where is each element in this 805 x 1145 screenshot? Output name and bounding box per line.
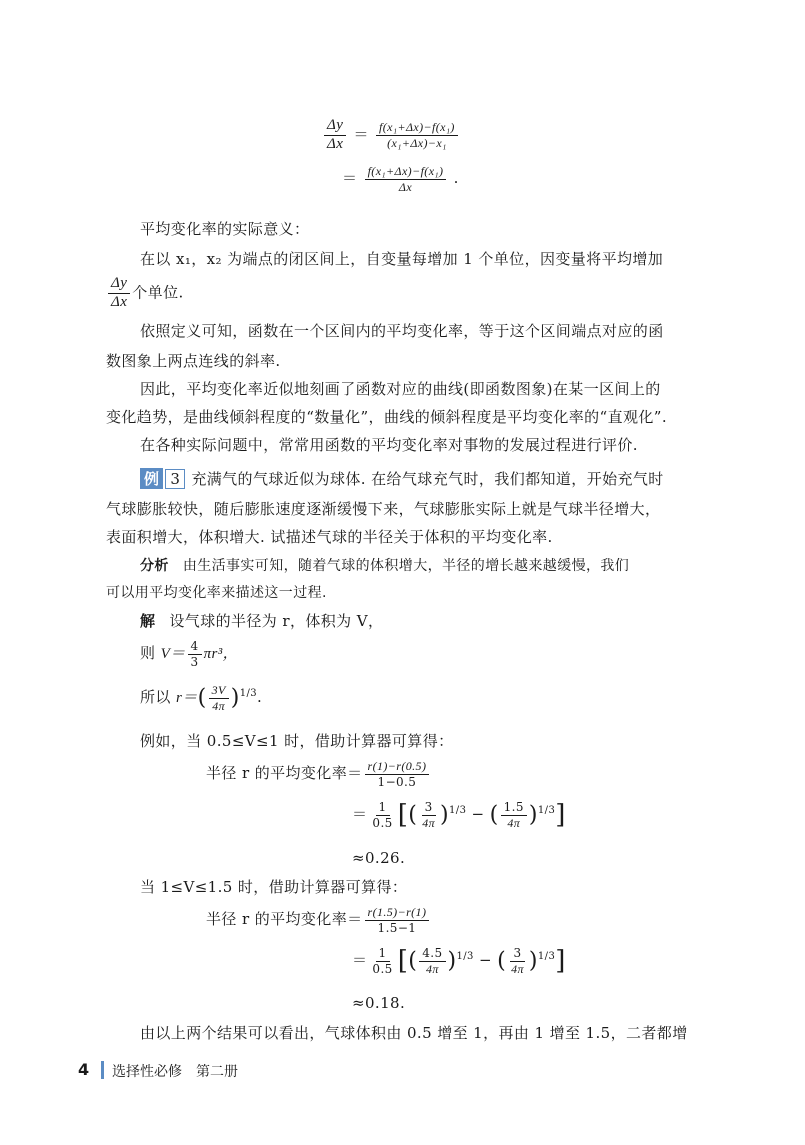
r-end: . xyxy=(257,688,263,707)
frac-num: 3V xyxy=(209,684,229,699)
v-lhs: V＝ xyxy=(160,646,186,663)
exponent: 1/3 xyxy=(456,951,474,962)
frac-num: 1.5 xyxy=(501,801,527,816)
page-number: 4 xyxy=(78,1060,90,1079)
example-range-line: 例如，当 0.5≤V≤1 时，借助计算器可算得： xyxy=(140,732,454,750)
frac-num: r(1)−r(0.5) xyxy=(365,760,430,775)
solution-intro-text: 设气球的半径为 r，体积为 V， xyxy=(169,612,384,630)
calc1-line2 xyxy=(352,800,566,830)
definition-line2: 数图象上两点连线的斜率. xyxy=(106,352,281,370)
paren: ( xyxy=(408,802,418,828)
frac-dy-dx-inline xyxy=(108,276,130,311)
bracket: [ xyxy=(397,800,409,830)
then-word: 则 xyxy=(140,644,156,663)
frac-den: 4π xyxy=(507,815,521,830)
calc2-line2 xyxy=(352,946,566,976)
formula-second-line xyxy=(342,165,459,193)
frac-den: 4π xyxy=(511,961,524,976)
frac-den: 4π xyxy=(422,815,436,830)
meaning-title: 平均变化率的实际意义： xyxy=(140,220,310,238)
frac-den: Δx xyxy=(398,179,413,194)
frac-den: 0.5 xyxy=(372,961,393,976)
equals-sign: ＝ xyxy=(352,951,368,969)
frac-den: 4π xyxy=(425,961,439,976)
formula-difference-quotient xyxy=(322,118,460,153)
minus-sign: − xyxy=(478,951,492,969)
volume-formula xyxy=(140,640,238,668)
frac-3v-4pi xyxy=(209,684,229,712)
exponent: 1/3 xyxy=(537,805,556,816)
frac-num: 3 xyxy=(510,947,524,962)
frac-den: 1−0.5 xyxy=(377,774,417,789)
frac-num: Δy xyxy=(108,276,130,294)
frac-den: Δx xyxy=(111,293,128,310)
frac-a xyxy=(419,801,438,829)
frac-num: 1 xyxy=(376,947,390,962)
calc1-line1 xyxy=(206,760,431,788)
bracket: [ xyxy=(397,946,409,976)
equals-sign: ＝ xyxy=(353,125,369,144)
paren: ( xyxy=(197,685,207,711)
so-word: 所以 xyxy=(140,688,171,707)
frac-num: r(1.5)−r(1) xyxy=(365,906,430,921)
analysis-label: 分析 xyxy=(140,558,169,574)
example-line1 xyxy=(140,468,664,489)
solution-intro xyxy=(140,610,383,631)
frac-b xyxy=(508,947,527,975)
paren: ) xyxy=(528,948,538,974)
paren: ( xyxy=(497,948,507,974)
thus-line2: 变化趋势，是曲线倾斜程度的“数量化”，曲线的倾斜程度是平均变化率的“直观化”. xyxy=(106,408,668,426)
equals-sign: ＝ xyxy=(352,805,368,823)
book-title: 选择性必修 第二册 xyxy=(112,1064,238,1080)
frac-num: 3 xyxy=(422,801,436,816)
example-number: 3 xyxy=(165,469,185,489)
frac-num: 4 xyxy=(188,640,202,655)
frac-num: f(x₁+Δx)−f(x₁) xyxy=(365,165,447,180)
frac-den: 0.5 xyxy=(372,815,393,830)
when2-line: 当 1≤V≤1.5 时，借助计算器可算得： xyxy=(140,878,408,896)
frac-num: f(x₁+Δx)−f(x₁) xyxy=(376,121,458,136)
bracket: ] xyxy=(555,946,566,976)
frac-eq1 xyxy=(376,121,458,149)
bracket: ] xyxy=(555,800,566,830)
frac-den: 3 xyxy=(190,654,199,669)
exponent: 1/3 xyxy=(449,805,467,816)
frac-calc2 xyxy=(365,906,430,934)
paren: ( xyxy=(489,802,499,828)
meaning-line1: 在以 x₁，x₂ 为端点的闭区间上，自变量每增加 1 个单位，因变量将平均增加 xyxy=(140,250,664,268)
frac-num: Δy xyxy=(324,118,346,136)
evaluation-line: 在各种实际问题中，常常用函数的平均变化率对事物的发展过程进行评价. xyxy=(140,436,638,454)
frac-b xyxy=(501,801,527,829)
minus-sign: − xyxy=(471,805,485,823)
radius-formula xyxy=(140,684,262,712)
example-line3: 表面积增大，体积增大. 试描述气球的半径关于体积的平均变化率. xyxy=(106,528,553,546)
paren: ) xyxy=(447,948,457,974)
frac-den: 1.5−1 xyxy=(377,920,417,935)
frac-num: 1 xyxy=(376,801,390,816)
exponent: 1/3 xyxy=(239,688,258,700)
example-text: 充满气的气球近似为球体. 在给气球充气时，我们都知道，开始充气时 xyxy=(191,470,664,488)
footer-accent-bar xyxy=(101,1061,104,1079)
formula-end: . xyxy=(453,169,459,188)
equals-sign: ＝ xyxy=(342,169,358,188)
paren: ) xyxy=(440,802,450,828)
calc2-line1 xyxy=(206,906,431,934)
definition-line1: 依照定义可知，函数在一个区间内的平均变化率，等于这个区间端点对应的函 xyxy=(140,322,664,340)
frac-den: 4π xyxy=(212,698,226,713)
exponent: 1/3 xyxy=(537,951,556,962)
calc2-result: ≈0.18. xyxy=(352,994,406,1012)
r-lhs: r＝ xyxy=(175,690,198,707)
frac-coef xyxy=(369,801,395,829)
meaning-line2-tail: 个单位. xyxy=(132,283,184,302)
frac-coef xyxy=(369,947,395,975)
solution-label: 解 xyxy=(140,612,156,630)
paren: ) xyxy=(230,685,240,711)
analysis-text: 由生活事实可知，随着气球的体积增大，半径的增长越来越缓慢，我们 xyxy=(182,558,630,574)
example-line2: 气球膨胀较快，随后膨胀速度逐渐缓慢下来，气球膨胀实际上就是气球半径增大， xyxy=(106,500,661,518)
calc-label: 半径 r 的平均变化率＝ xyxy=(206,764,363,783)
frac-calc1 xyxy=(365,760,430,788)
analysis-line2: 可以用平均变化率来描述这一过程. xyxy=(106,585,327,601)
analysis-line1 xyxy=(140,555,629,575)
conclusion-line: 由以上两个结果可以看出，气球体积由 0.5 增至 1，再由 1 增至 1.5，二者都增 xyxy=(140,1024,688,1042)
frac-a xyxy=(419,947,445,975)
example-badge: 例 xyxy=(140,468,163,489)
calc1-result: ≈0.26. xyxy=(352,849,406,867)
paren: ( xyxy=(408,948,418,974)
calc-label: 半径 r 的平均变化率＝ xyxy=(206,910,363,929)
frac-eq2 xyxy=(365,165,447,193)
v-tail: πr³， xyxy=(203,646,239,663)
frac-den: Δx xyxy=(327,135,344,152)
frac-den: (x₁+Δx)−x₁ xyxy=(387,135,447,150)
frac-four-thirds xyxy=(188,640,202,668)
frac-dy-dx xyxy=(324,118,346,153)
meaning-line2 xyxy=(106,276,184,311)
paren: ) xyxy=(528,802,538,828)
thus-line1: 因此，平均变化率近似地刻画了函数对应的曲线(即函数图象)在某一区间上的 xyxy=(140,380,661,398)
frac-num: 4.5 xyxy=(419,947,445,962)
